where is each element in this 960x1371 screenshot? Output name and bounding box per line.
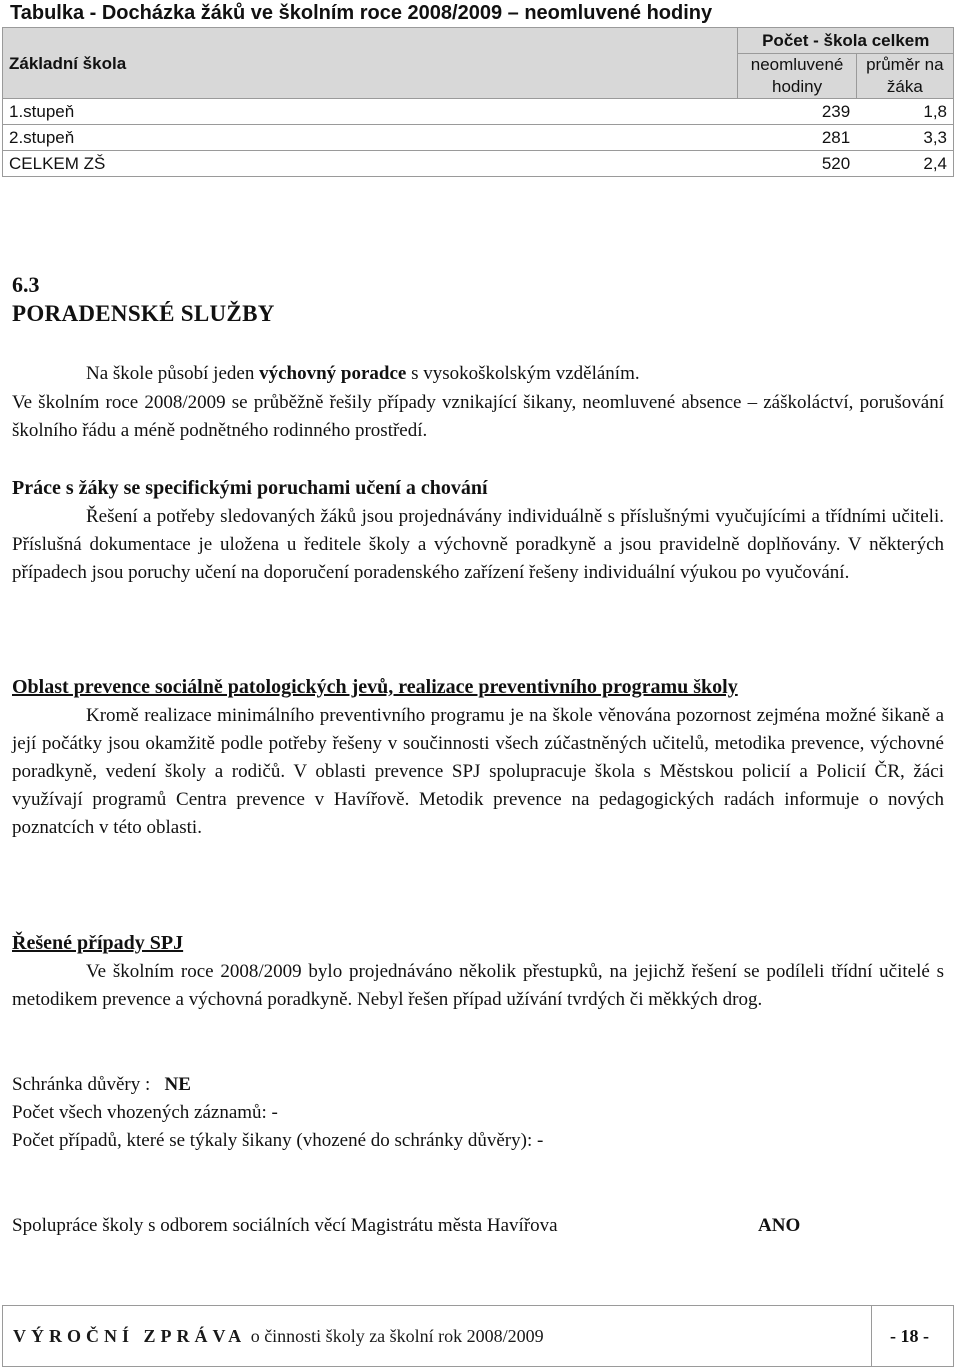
table-header-row xyxy=(3,28,954,54)
cooperation-label: Spolupráce školy s odborem sociálních věcí Magistrátu města Havířova xyxy=(12,1215,558,1236)
trust-box-line xyxy=(12,1071,944,1099)
table-row xyxy=(3,151,954,177)
footer-divider xyxy=(871,1306,872,1366)
intro-text: Na škole působí jeden xyxy=(86,363,260,384)
header-group: Počet - škola celkem xyxy=(738,28,954,54)
row-avg: 3,3 xyxy=(856,125,953,151)
cooperation-line xyxy=(12,1212,944,1240)
intro-paragraph-1 xyxy=(12,360,944,388)
footer-report-text: o činnosti školy za školní rok 2008/2009 xyxy=(250,1326,544,1346)
section-number: 6.3 xyxy=(12,272,40,297)
row-hours: 239 xyxy=(738,99,856,125)
table-title: Tabulka - Docházka žáků ve školním roce 2008/2009 – neomluvené hodiny xyxy=(10,2,713,24)
page-footer xyxy=(2,1305,954,1367)
cases-paragraph xyxy=(12,958,944,1014)
spec-heading: Práce s žáky se specifickými poruchami učení a chování xyxy=(12,477,488,499)
prevention-paragraph xyxy=(12,702,944,842)
intro-paragraph-2: Ve školním roce 2008/2009 se průběžně řešily případy vznikající šikany, neomluvené absence – záškoláctví, porušování školního řádu a méně podnětného rodinného prostředí. xyxy=(12,392,944,441)
spec-text: Řešení a potřeby sledovaných žáků jsou projednávány individuálně s příslušnými vyučujícími a třídními učiteli. Příslušná dokumentace je uložena u ředitele školy a výchovně poradkyně a jsou pravidelně doplňovány. V některých případech jsou poruchy učení na doporučení poradenského zařízení řešeny individuální výukou po vyučování. xyxy=(12,506,944,583)
cooperation-value: ANO xyxy=(758,1215,801,1236)
trust-box-value: NE xyxy=(164,1074,191,1095)
cases-heading: Řešené případy SPJ xyxy=(12,932,184,954)
footer-caption xyxy=(13,1326,544,1347)
row-avg: 2,4 xyxy=(856,151,953,177)
row-label: CELKEM ZŠ xyxy=(3,151,738,177)
trust-box-records: Počet všech vhozených záznamů: - xyxy=(12,1102,278,1123)
prevention-text: Kromě realizace minimálního preventivního programu je na škole věnována pozornost zejména možné šikaně a její počátky jsou okamžitě podle potřeby řešeny v součinnosti všech zúčastněných učitelů, metodika prevence, výchovné poradkyně, vedení školy a rodičů. V oblasti prevence SPJ spolupracuje škola s Městskou policií a Policií ČR, žáci využívají programů Centra prevence v Havířově. Metodik prevence na pedagogických radách informuje o nových poznatcích v této oblasti. xyxy=(12,705,944,838)
header-avg: průměr na žáka xyxy=(856,54,953,99)
intro-text-post: s vysokoškolským vzděláním. xyxy=(406,363,640,384)
intro-bold: výchovný poradce xyxy=(259,363,407,384)
row-hours: 281 xyxy=(738,125,856,151)
trust-box-bullying: Počet případů, které se týkaly šikany (vhozené do schránky důvěry): - xyxy=(12,1130,544,1151)
cases-text: Ve školním roce 2008/2009 bylo projednáváno několik přestupků, na jejichž řešení se podíleli třídní učitelé s metodikem prevence a výchovná poradkyně. Nebyl řešen případ užívání tvrdých či měkkých drog. xyxy=(12,961,944,1010)
row-hours: 520 xyxy=(738,151,856,177)
table-row xyxy=(3,125,954,151)
row-label: 1.stupeň xyxy=(3,99,738,125)
row-label: 2.stupeň xyxy=(3,125,738,151)
row-avg: 1,8 xyxy=(856,99,953,125)
attendance-table xyxy=(2,27,954,177)
trust-box-label: Schránka důvěry : xyxy=(12,1074,151,1095)
page-number: - 18 - xyxy=(890,1326,929,1346)
section-title: PORADENSKÉ SLUŽBY xyxy=(12,301,275,326)
table-row xyxy=(3,99,954,125)
spec-paragraph xyxy=(12,503,944,587)
header-school: Základní škola xyxy=(3,28,738,99)
header-hours: neomluvené hodiny xyxy=(738,54,856,99)
footer-report-title: VÝROČNÍ ZPRÁVA xyxy=(13,1326,247,1346)
prevention-heading: Oblast prevence sociálně patologických jevů, realizace preventivního programu školy xyxy=(12,676,738,698)
